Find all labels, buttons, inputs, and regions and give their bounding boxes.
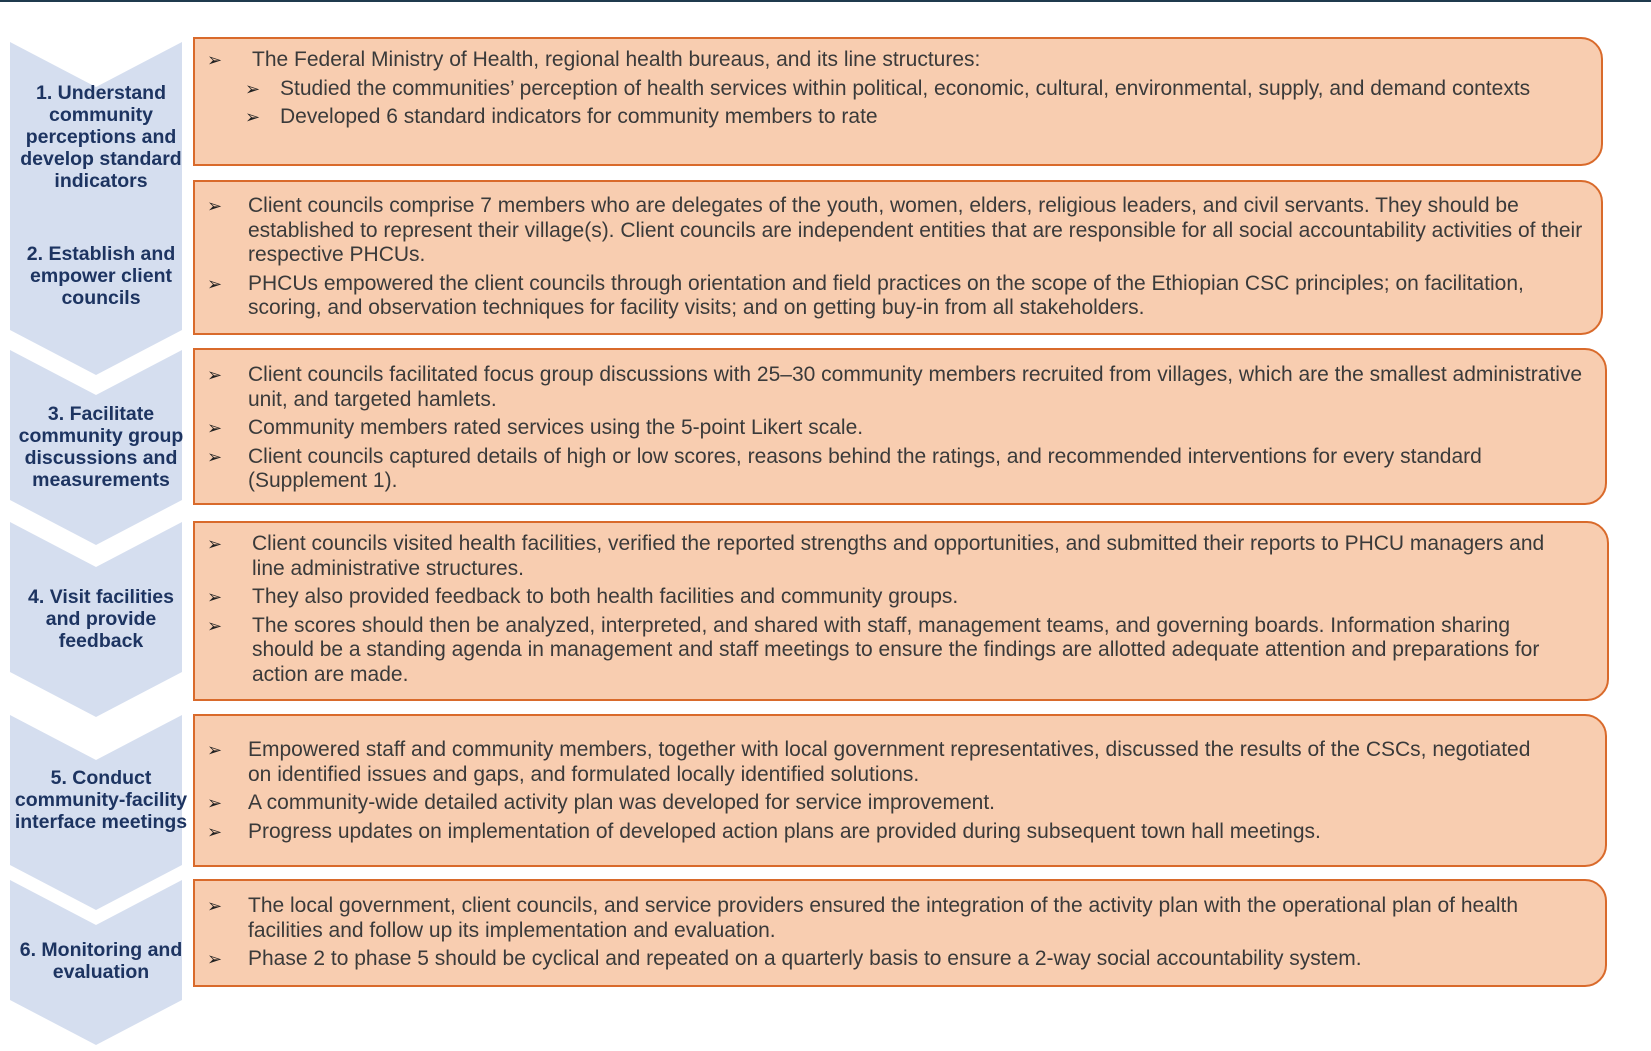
step-6-label: 6. Monitoring and evaluation [19,939,183,983]
step-1-bullet-list [195,48,1561,130]
step-5-label: 5. Conduct community-facility interface meetings [14,767,188,833]
bullet-item: ➢ Client councils visited health facilities, verified the reported strengths and opportunities, and submitted their reports to PHCU managers and line administrative structures. [207,532,1545,580]
step-2-description-box [193,180,1603,335]
arrow-bullet-icon: ➢ [207,534,223,554]
bullet-item: ➢ Progress updates on implementation of developed action plans are provided during subsequent town hall meetings. [207,819,1321,843]
arrow-bullet-icon: ➢ [207,740,223,760]
step-1-description-box [193,37,1603,166]
bullet-item: ➢ Client councils comprise 7 members who are delegates of the youth, women, elders, religious leaders, and civil servants. They should be established to represent their village(s). Client councils are independent entities that are responsible for all social accountability activities of their respective PHCUs. [207,194,1583,266]
step-6-description-box [193,879,1607,987]
arrow-bullet-icon: ➢ [207,896,223,916]
arrow-bullet-icon: ➢ [207,365,223,385]
bullet-item: ➢ Empowered staff and community members, together with local government representatives, discussed the results of the CSCs, negotiated on identified issues and gaps, and formulated locally identified solutions. [207,738,1531,786]
arrow-bullet-icon: ➢ [207,793,223,813]
arrow-bullet-icon: ➢ [207,615,223,636]
arrow-bullet-icon: ➢ [207,821,223,842]
arrow-bullet-icon: ➢ [207,418,223,438]
arrow-bullet-icon: ➢ [207,446,223,467]
step-1-label: 1. Understand community perceptions and develop standard indicators [20,82,182,192]
sub-bullet-item: ➢ Studied the communities’ perception of health services within political, economic, cultural, environmental, supply, and demand contexts [245,76,1531,100]
arrow-bullet-icon: ➢ [207,949,223,969]
bullet-item: ➢ Phase 2 to phase 5 should be cyclical and repeated on a quarterly basis to ensure a 2-way social accountability system. [207,947,1362,970]
top-border-line [0,0,1651,2]
arrow-bullet-icon: ➢ [245,107,261,127]
step-5-bullet-list [195,738,1545,844]
sub-bullet-item: ➢ Developed 6 standard indicators for community members to rate [245,105,878,128]
bullet-item: ➢ A community-wide detailed activity plan was developed for service improvement. [207,791,996,814]
bullet-item: ➢ Client councils captured details of high or low scores, reasons behind the ratings, and recommended interventions for every standard (Supplement 1). [207,444,1482,492]
step-6-bullet-list [195,894,1565,972]
step-3-label: 3. Facilitate community group discussions and measurements [18,403,184,491]
bullet-item: ➢ Community members rated services using the 5-point Likert scale. [207,416,864,439]
step-4-description-box [193,521,1609,701]
bullet-item: ➢ The scores should then be analyzed, interpreted, and shared with staff, management teams, and governing boards. Information sharing should be a standing agenda in management and staff meetings to ensure the findings are allotted adequate attention and preparations for action are made. [207,613,1540,686]
arrow-bullet-icon: ➢ [207,273,223,294]
step-2-bullet-list [195,194,1589,321]
step-4-label: 4. Visit facilities and provide feedback [28,586,174,652]
step-3-description-box [193,348,1607,505]
bullet-item: ➢ They also provided feedback to both health facilities and community groups. [207,585,959,608]
bullet-item: ➢ The Federal Ministry of Health, regional health bureaus, and its line structures: [207,48,981,71]
step-4-bullet-list [195,532,1567,687]
arrow-bullet-icon: ➢ [207,587,223,607]
arrow-bullet-icon: ➢ [207,50,223,70]
arrow-bullet-icon: ➢ [207,196,223,216]
step-5-description-box [193,714,1607,867]
step-2-label: 2. Establish and empower client councils [26,243,176,309]
arrow-bullet-icon: ➢ [245,78,261,99]
step-3-bullet-list [195,363,1585,494]
bullet-item: ➢ Client councils facilitated focus group discussions with 25–30 community members recruited from villages, which are the smallest administrative unit, and targeted hamlets. [207,363,1583,411]
bullet-item: ➢ PHCUs empowered the client councils through orientation and field practices on the scope of the Ethiopian CSC principles; on facilitation, scoring, and observation techniques for facility visits; and on getting buy-in from all stakeholders. [207,271,1524,319]
bullet-item: ➢ The local government, client councils, and service providers ensured the integration of the activity plan with the operational plan of health facilities and follow up its implementation and evaluation. [207,894,1519,942]
